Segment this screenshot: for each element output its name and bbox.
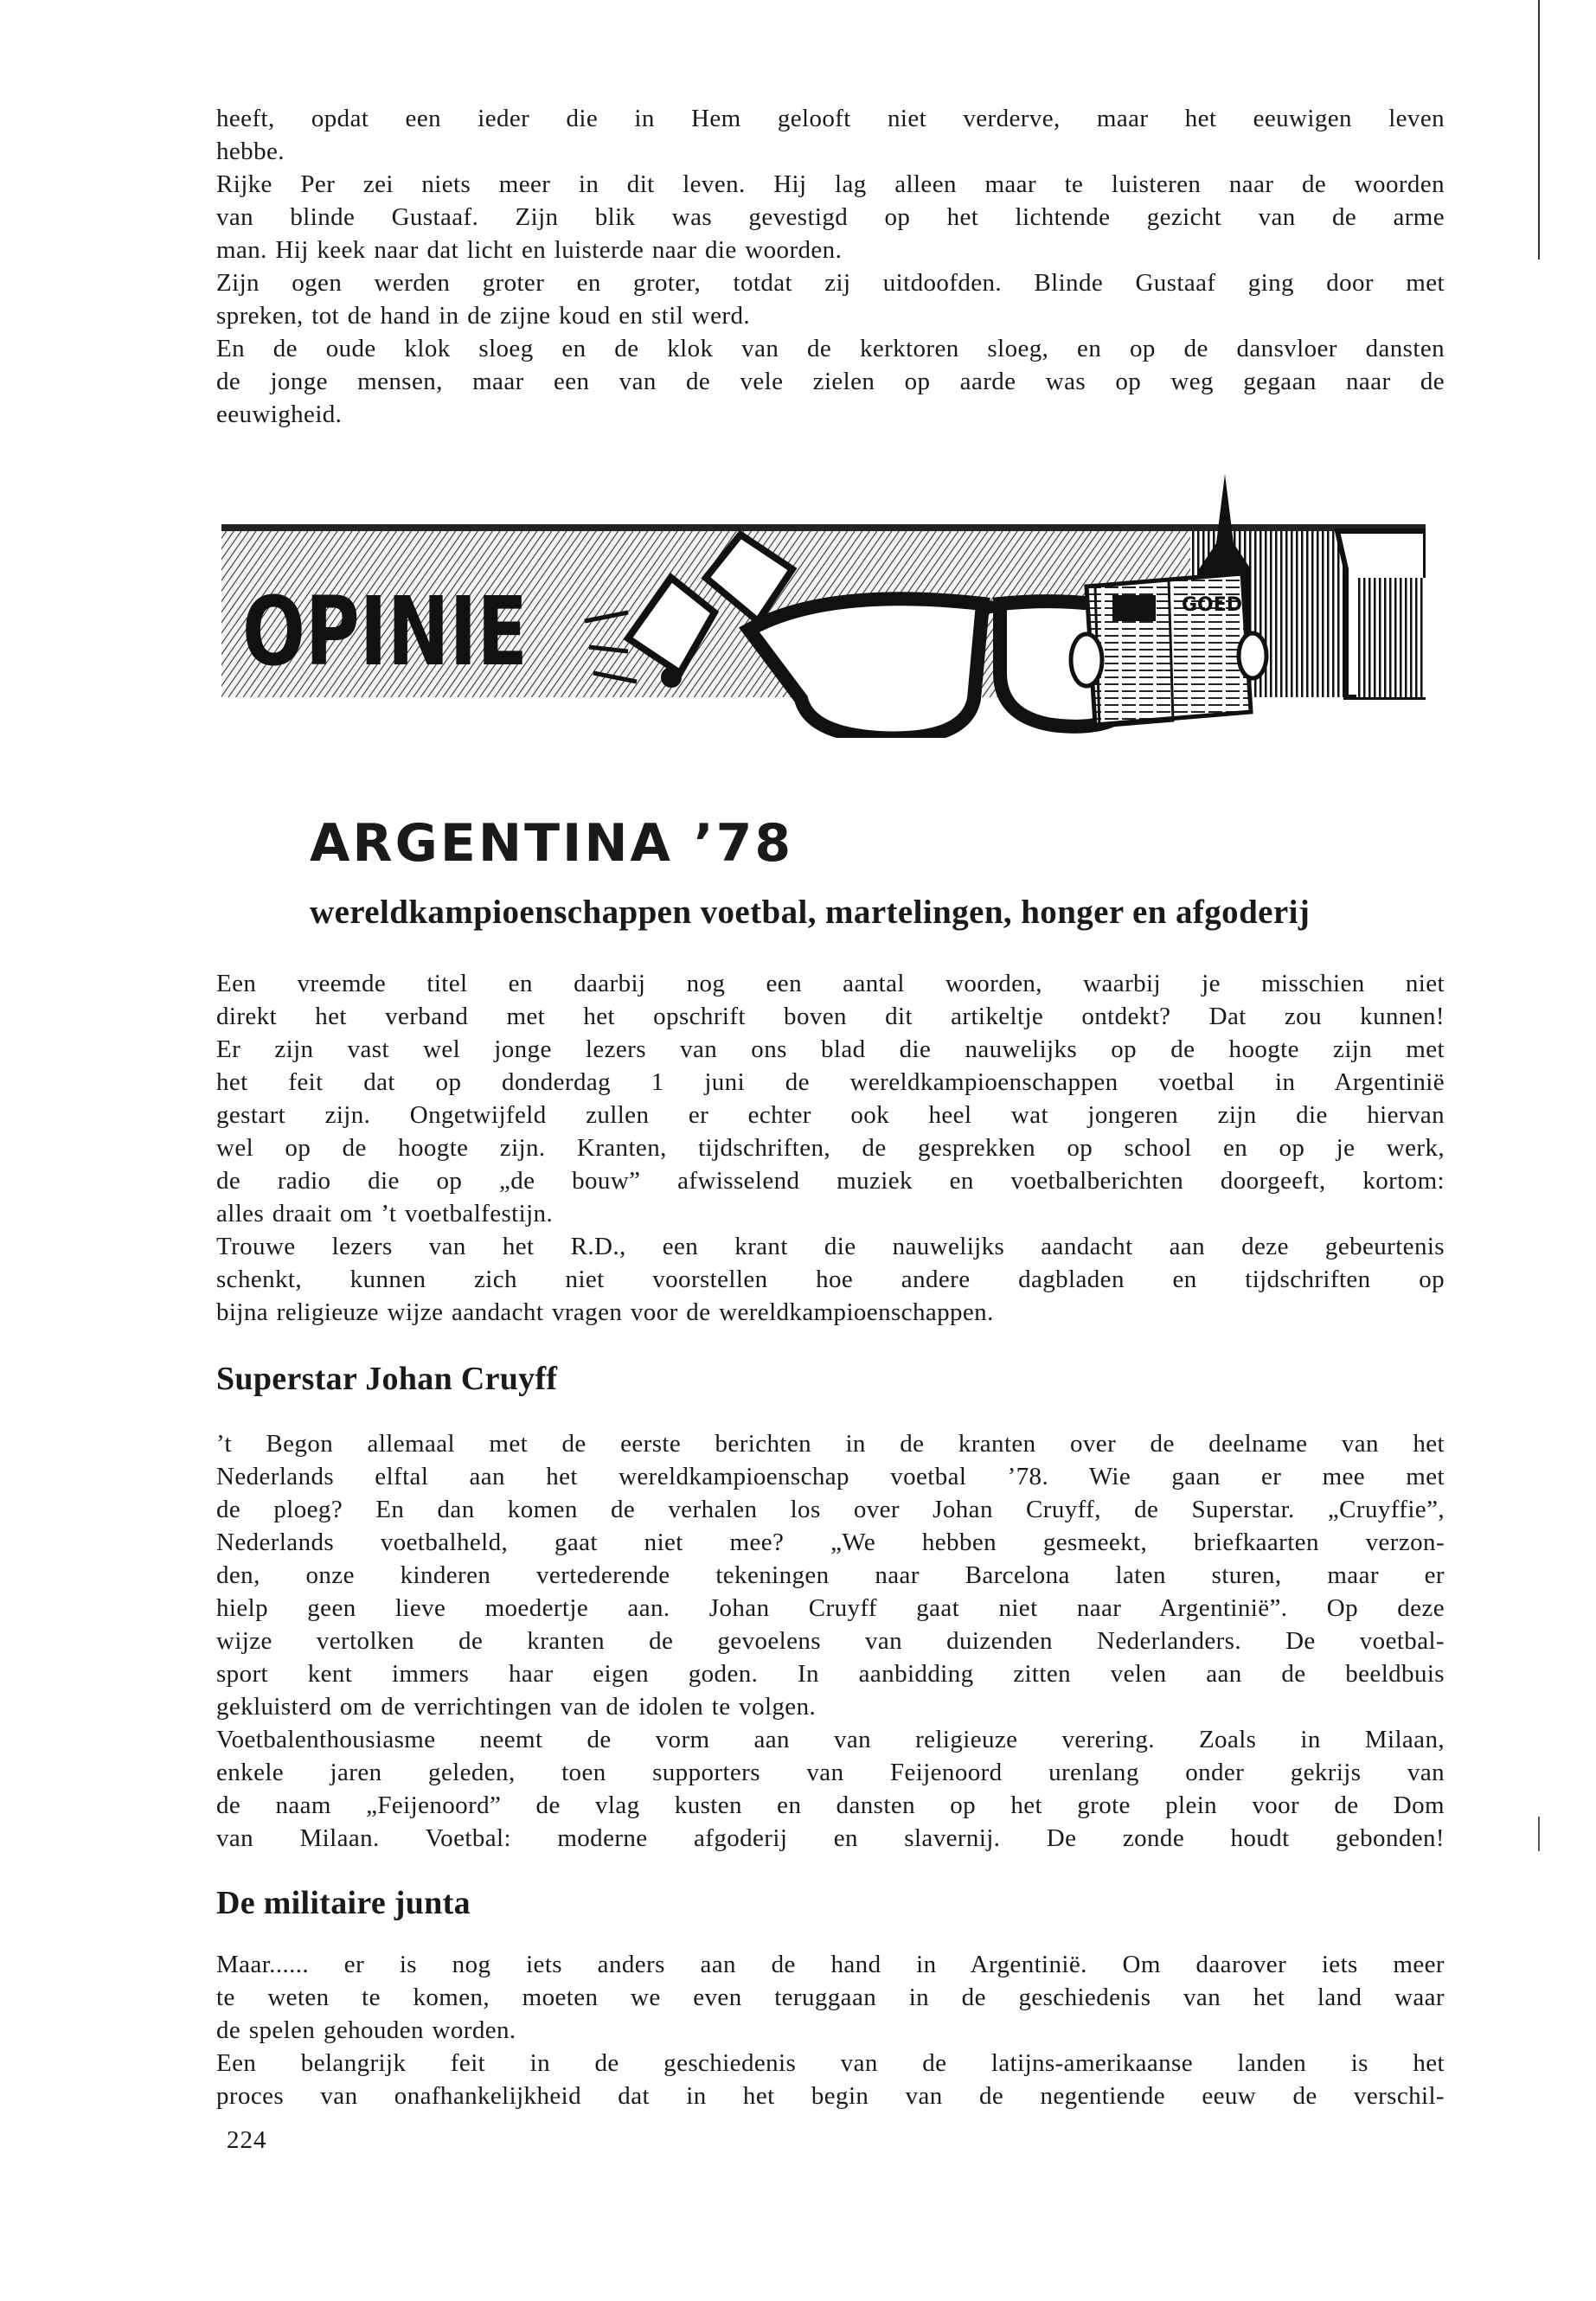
intro-line: heeft, opdat een ieder die in Hem gelooft niet verderve, maar het eeuwigen leven (216, 105, 1445, 132)
page-number: 224 (227, 2126, 267, 2154)
text-line: enkele jaren geleden, toen supporters van Feijenoord urenlang onder gekrijs van (216, 1759, 1445, 1786)
intro-line: Rijke Per zei niets meer in dit leven. Hij lag alleen maar te luisteren naar de woorden (216, 170, 1445, 198)
text-line: de ploeg? En dan komen de verhalen los over Johan Cruyff, de Superstar. „Cruyffie”, (216, 1496, 1445, 1523)
text-line: direkt het verband met het opschrift boven dit artikeltje ontdekt? Dat zou kunnen! (216, 1003, 1445, 1030)
text-line: ’t Begon allemaal met de eerste berichten in de kranten over de deelname van het (216, 1430, 1445, 1458)
opinie-label: OPINIE (242, 576, 528, 687)
scan-edge-line (1538, 0, 1540, 260)
paragraph-intro (216, 967, 1445, 1329)
section-heading-cruyff: Superstar Johan Cruyff (216, 1361, 558, 1397)
text-line: wijze vertolken de kranten de gevoelens van duizenden Nederlanders. De voetbal- (216, 1627, 1445, 1655)
text-line: de spelen gehouden worden. (216, 2016, 516, 2044)
text-line: Er zijn vast wel jonge lezers van ons blad die nauwelijks op de hoogte zijn met (216, 1035, 1445, 1063)
text-line: proces van onafhankelijkheid dat in het begin van de negentiende eeuw de verschil- (216, 2082, 1445, 2110)
text-line: Maar...... er is nog iets anders aan de hand in Argentinië. Om daarover iets meer (216, 1951, 1445, 1978)
article-title: ARGENTINA ’78 (310, 813, 794, 874)
intro-line: de jonge mensen, maar een van de vele zielen op aarde was op weg gegaan naar de (216, 368, 1445, 395)
text-line: van Milaan. Voetbal: moderne afgoderij en slavernij. De zonde houdt gebonden! (216, 1824, 1445, 1852)
intro-line: man. Hij keek naar dat licht en luisterde naar die woorden. (216, 236, 843, 264)
intro-line: eeuwigheid. (216, 401, 343, 428)
opinie-banner (221, 474, 1426, 738)
scan-edge-mark (1538, 1817, 1540, 1851)
text-line: Een belangrijk feit in de geschiedenis van de latijns-amerikaanse landen is het (216, 2049, 1445, 2077)
article-subtitle: wereldkampioenschappen voetbal, martelingen, honger en afgoderij (310, 894, 1311, 931)
text-line: de naam „Feijenoord” de vlag kusten en dansten op het grote plein voor de Dom (216, 1791, 1445, 1819)
text-line: gestart zijn. Ongetwijfeld zullen er echter ook heel wat jongeren zijn die hiervan (216, 1101, 1445, 1129)
section-heading-junta: De militaire junta (216, 1885, 471, 1921)
text-line: de radio die op „de bouw” afwisselend muziek en voetbalberichten doorgeeft, kortom: (216, 1167, 1445, 1195)
newspaper-icon (1071, 574, 1266, 727)
intro-line: spreken, tot de hand in de zijne koud en stil werd. (216, 302, 751, 330)
newspaper-masthead: GOED (1182, 594, 1243, 616)
text-line: sport kent immers haar eigen goden. In aanbidding zitten velen aan de beeldbuis (216, 1660, 1445, 1688)
intro-line: van blinde Gustaaf. Zijn blik was gevestigd op het lichtende gezicht van de arme (216, 203, 1445, 231)
text-line: te weten te komen, moeten we even teruggaan in de geschiedenis van het land waar (216, 1984, 1445, 2011)
intro-line: Zijn ogen werden groter en groter, totdat zij uitdoofden. Blinde Gustaaf ging door met (216, 269, 1445, 297)
text-line: wel op de hoogte zijn. Kranten, tijdschriften, de gesprekken op school en op je werk, (216, 1134, 1445, 1162)
text-line: Nederlands voetbalheld, gaat niet mee? „We hebben gesmeekt, briefkaarten verzon- (216, 1529, 1445, 1556)
text-line: Voetbalenthousiasme neemt de vorm aan van religieuze verering. Zoals in Milaan, (216, 1726, 1445, 1753)
text-line: den, onze kinderen vertederende tekeningen naar Barcelona laten sturen, maar er (216, 1561, 1445, 1589)
paragraph-junta (216, 1948, 1445, 2112)
text-line: bijna religieuze wijze aandacht vragen voor de wereldkampioenschappen. (216, 1298, 994, 1326)
text-line: Trouwe lezers van het R.D., een krant die nauwelijks aandacht aan deze gebeurtenis (216, 1233, 1445, 1260)
text-line: Nederlands elftal aan het wereldkampioenschap voetbal ’78. Wie gaan er mee met (216, 1463, 1445, 1490)
text-line: schenkt, kunnen zich niet voorstellen hoe andere dagbladen en tijdschriften op (216, 1266, 1445, 1293)
article-header (310, 813, 1452, 932)
text-line: Een vreemde titel en daarbij nog een aantal woorden, waarbij je misschien niet (216, 970, 1445, 997)
paragraph-cruyff (216, 1427, 1445, 1855)
intro-line: hebbe. (216, 138, 285, 165)
text-line: alles draait om ’t voetbalfestijn. (216, 1200, 554, 1227)
text-line: hielp geen lieve moedertje aan. Johan Cruyff gaat niet naar Argentinië”. Op deze (216, 1594, 1445, 1622)
text-line: het feit dat op donderdag 1 juni de wereldkampioenschappen voetbal in Argentinië (216, 1068, 1445, 1096)
intro-text (216, 102, 1445, 431)
text-line: gekluisterd om de verrichtingen van de idolen te volgen. (216, 1693, 817, 1721)
intro-line: En de oude klok sloeg en de klok van de kerktoren sloeg, en op de dansvloer dansten (216, 335, 1445, 362)
article-body (216, 967, 1445, 2112)
